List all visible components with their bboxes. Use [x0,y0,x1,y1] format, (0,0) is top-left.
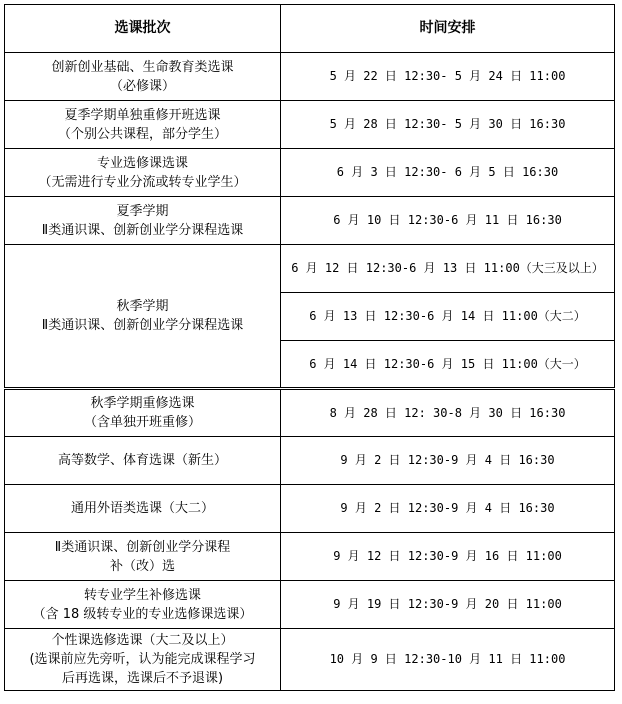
batch-cell [5,53,281,101]
table-row [5,389,615,437]
table-row [5,581,615,629]
course-selection-schedule-table [4,4,615,691]
batch-text-line: 秋季学期重修选课 [90,396,195,411]
batch-cell [5,245,281,389]
time-cell: 5 月 28 日 12:30- 5 月 30 日 16:30 [281,101,615,149]
batch-text-line: (选课前应先旁听，认为能完成课程学习 [29,652,256,667]
batch-text-line: （个别公共课程，部分学生） [57,126,227,142]
time-cell: 6 月 13 日 12:30-6 月 14 日 11:00（大二） [281,293,615,341]
batch-text-line: Ⅱ类通识课、创新创业学分课程选课 [41,222,244,238]
batch-cell [5,437,281,485]
table-row [5,101,615,149]
table-row [5,629,615,691]
time-cell: 10 月 9 日 12:30-10 月 11 日 11:00 [281,629,615,691]
batch-text-line: 高等数学、体育选课（新生） [57,453,227,468]
batch-text-line: Ⅱ类通识课、创新创业学分课程选课 [41,318,244,333]
batch-text-line: 补（改）选 [109,558,175,574]
time-cell: 9 月 2 日 12:30-9 月 4 日 16:30 [281,485,615,533]
table-row [5,149,615,197]
header-batch: 选课批次 [5,5,281,53]
table-header-row [5,5,615,53]
batch-cell [5,533,281,581]
batch-text-line: Ⅱ类通识课、创新创业学分课程 [54,539,231,555]
batch-text-line: 秋季学期 [116,299,169,314]
table-row [5,245,615,293]
batch-text-line: 夏季学期 [116,203,169,219]
table-row [5,197,615,245]
batch-text-line: 创新创业基础、生命教育类选课 [51,59,234,75]
time-cell: 8 月 28 日 12: 30-8 月 30 日 16:30 [281,389,615,437]
table-row [5,485,615,533]
time-cell: 5 月 22 日 12:30- 5 月 24 日 11:00 [281,53,615,101]
batch-text-line: （必修课） [109,78,175,94]
schedule-table-body [5,5,615,691]
batch-text-line: 专业选修课选课 [96,155,188,171]
batch-cell [5,101,281,149]
batch-cell [5,485,281,533]
batch-text-line: （含单独开班重修） [83,415,201,430]
batch-cell [5,629,281,691]
time-cell: 6 月 3 日 12:30- 6 月 5 日 16:30 [281,149,615,197]
table-row [5,533,615,581]
table-row [5,437,615,485]
batch-text-line: 后再选课，选课后不予退课) [61,671,224,686]
time-cell: 9 月 2 日 12:30-9 月 4 日 16:30 [281,437,615,485]
time-cell: 9 月 19 日 12:30-9 月 20 日 11:00 [281,581,615,629]
time-cell: 6 月 10 日 12:30-6 月 11 日 16:30 [281,197,615,245]
batch-text-line: （无需进行专业分流或转专业学生） [38,174,247,190]
header-time: 时间安排 [281,5,615,53]
batch-text-line: （含 18 级转专业的专业选修课选课） [32,606,253,622]
time-cell: 6 月 12 日 12:30-6 月 13 日 11:00（大三及以上） [281,245,615,293]
table-row [5,53,615,101]
time-cell: 9 月 12 日 12:30-9 月 16 日 11:00 [281,533,615,581]
time-cell: 6 月 14 日 12:30-6 月 15 日 11:00（大一） [281,341,615,389]
batch-text-line: 通用外语类选课（大二） [70,501,214,516]
batch-cell [5,581,281,629]
batch-text-line: 转专业学生补修选课 [83,587,201,603]
batch-text-line: 夏季学期单独重修开班选课 [64,107,221,123]
batch-cell [5,149,281,197]
batch-text-line: 个性课选修选课（大二及以上） [51,633,234,648]
batch-cell [5,389,281,437]
batch-cell [5,197,281,245]
